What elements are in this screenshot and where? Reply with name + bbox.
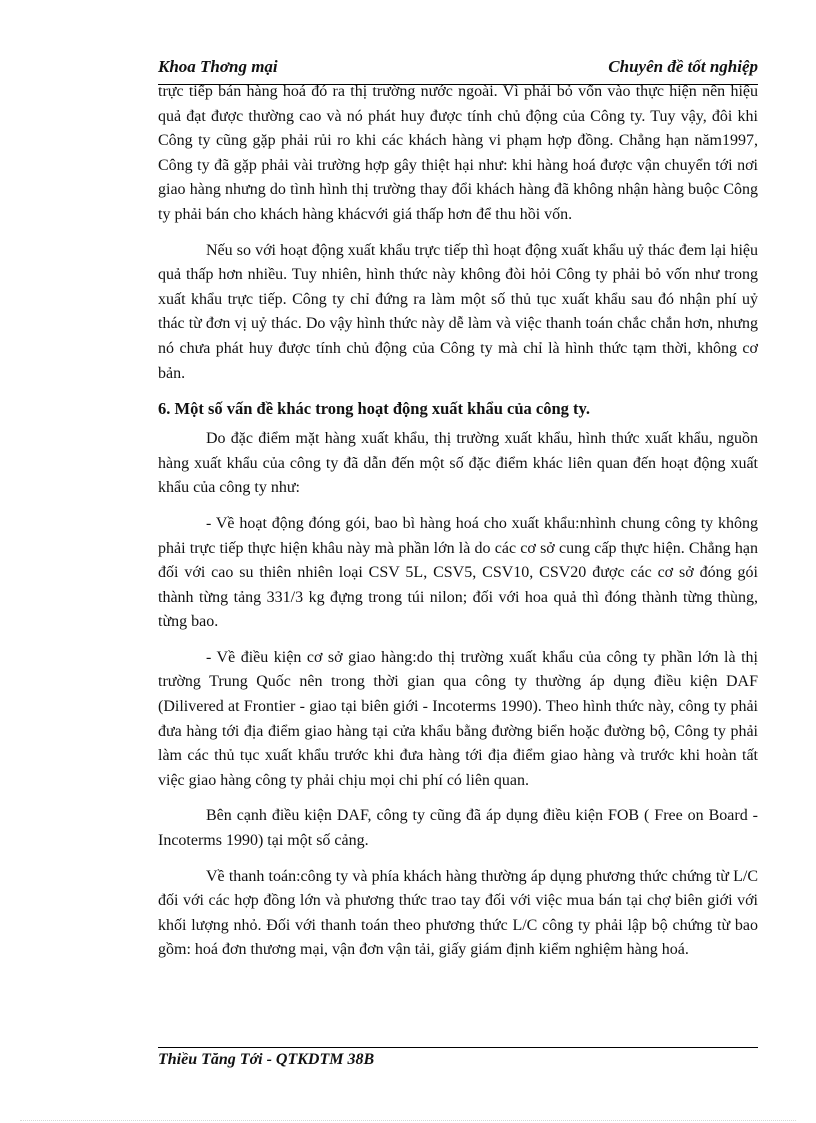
document-body <box>158 80 758 974</box>
page-bottom-border <box>20 1120 796 1121</box>
paragraph-export-characteristics: Do đặc điểm mặt hàng xuất khẩu, thị trường xuất khẩu, hình thức xuất khẩu, nguồn hàng xuất khẩu của công ty đã dẫn đến một số đặc điểm khác liên quan đến hoạt động xuất khẩu của công ty như: <box>158 430 758 497</box>
paragraph-packaging: - Về hoạt động đóng gói, bao bì hàng hoá cho xuất khẩu:nhình chung công ty không phải trực tiếp thực hiện khâu này mà phần lớn là do các cơ sở cung cấp thực hiện. Chẳng hạn đối với cao su thiên nhiên loại CSV 5L, CSV5, CSV10, CSV20 được các cơ sở đóng gói thành từng tảng 331/3 kg đựng trong túi nilon; đối với hoa quả thì đóng thành từng thùng, từng bao. <box>158 514 758 631</box>
page-footer-author: Thiều Tăng Tới - QTKDTM 38B <box>158 1051 375 1068</box>
paragraph-delivery-terms: - Về điều kiện cơ sở giao hàng:do thị trường xuất khẩu của công ty phần lớn là thị trường Trung Quốc nên trong thời gian qua công ty thường áp dụng điều kiện DAF (Dilivered at Frontier - giao tại biên giới - Incoterms 1990). Theo hình thức này, công ty phải đưa hàng tới địa điểm giao hàng tại cửa khẩu bằng đường biển hoặc đường bộ, Công ty phải làm các thủ tục xuất khẩu trước khi đưa hàng tới địa điểm giao hàng và trước khi hoàn tất việc giao hàng công ty phải chịu mọi chi phí có liên quan. <box>158 648 758 789</box>
header-faculty: Khoa Thơng mại <box>158 57 278 76</box>
paragraph-entrusted-export: Nếu so với hoạt động xuất khẩu trực tiếp thì hoạt động xuất khẩu uỷ thác đem lại hiệu quả thấp hơn nhiều. Tuy nhiên, hình thức này không đòi hỏi Công ty phải bỏ vốn như trong xuất khẩu trực tiếp. Công ty chỉ đứng ra làm một số thủ tục xuất khẩu sau đó nhận phí uỷ thác từ đơn vị uỷ thác. Do vậy hình thức này dễ làm và việc thanh toán chắc chắn hơn, nhưng nó chưa phát huy được tính chủ động của Công ty mà chỉ là hình thức tạm thời, không cơ bản. <box>158 241 758 382</box>
paragraph-direct-export-continued: trực tiếp bán hàng hoá đó ra thị trường nước ngoài. Vì phải bỏ vốn vào thực hiện nên hiệu quả đạt được thường cao và nó phát huy được tính chủ động của Công ty. Tuy vậy, đôi khi Công ty cũng gặp phải rủi ro khi các khách hàng vi phạm hợp đồng. Chẳng hạn năm1997, Công ty đã gặp phải vài trường hợp gây thiệt hại như: khi hàng hoá được vận chuyển tới nơi giao hàng nhưng do tình hình thị trường thay đổi khách hàng đã không nhận hàng buộc Công ty phải bán cho khách hàng khácvới giá thấp hơn để thu hồi vốn. <box>158 83 758 223</box>
page-header <box>158 57 758 81</box>
footer-rule <box>158 1047 758 1048</box>
paragraph-payment: Về thanh toán:công ty và phía khách hàng thường áp dụng phương thức chứng từ L/C đối với các hợp đồng lớn và phương thức trao tay đối với việc mua bán tại chợ biên giới với khối lượng nhỏ. Đối với thanh toán theo phương thức L/C công ty phải lập bộ chứng từ bao gồm: hoá đơn thương mại, vận đơn vận tải, giấy giám định kiểm nghiệm hàng hoá. <box>158 867 758 959</box>
section-heading-6: 6. Một số vấn đề khác trong hoạt động xuất khẩu của công ty. <box>158 399 590 419</box>
paragraph-fob-terms: Bên cạnh điều kiện DAF, công ty cũng đã áp dụng điều kiện FOB ( Free on Board - Incoterms 1990) tại một số cảng. <box>158 807 758 850</box>
header-thesis-title: Chuyên đề tốt nghiệp <box>608 57 758 76</box>
